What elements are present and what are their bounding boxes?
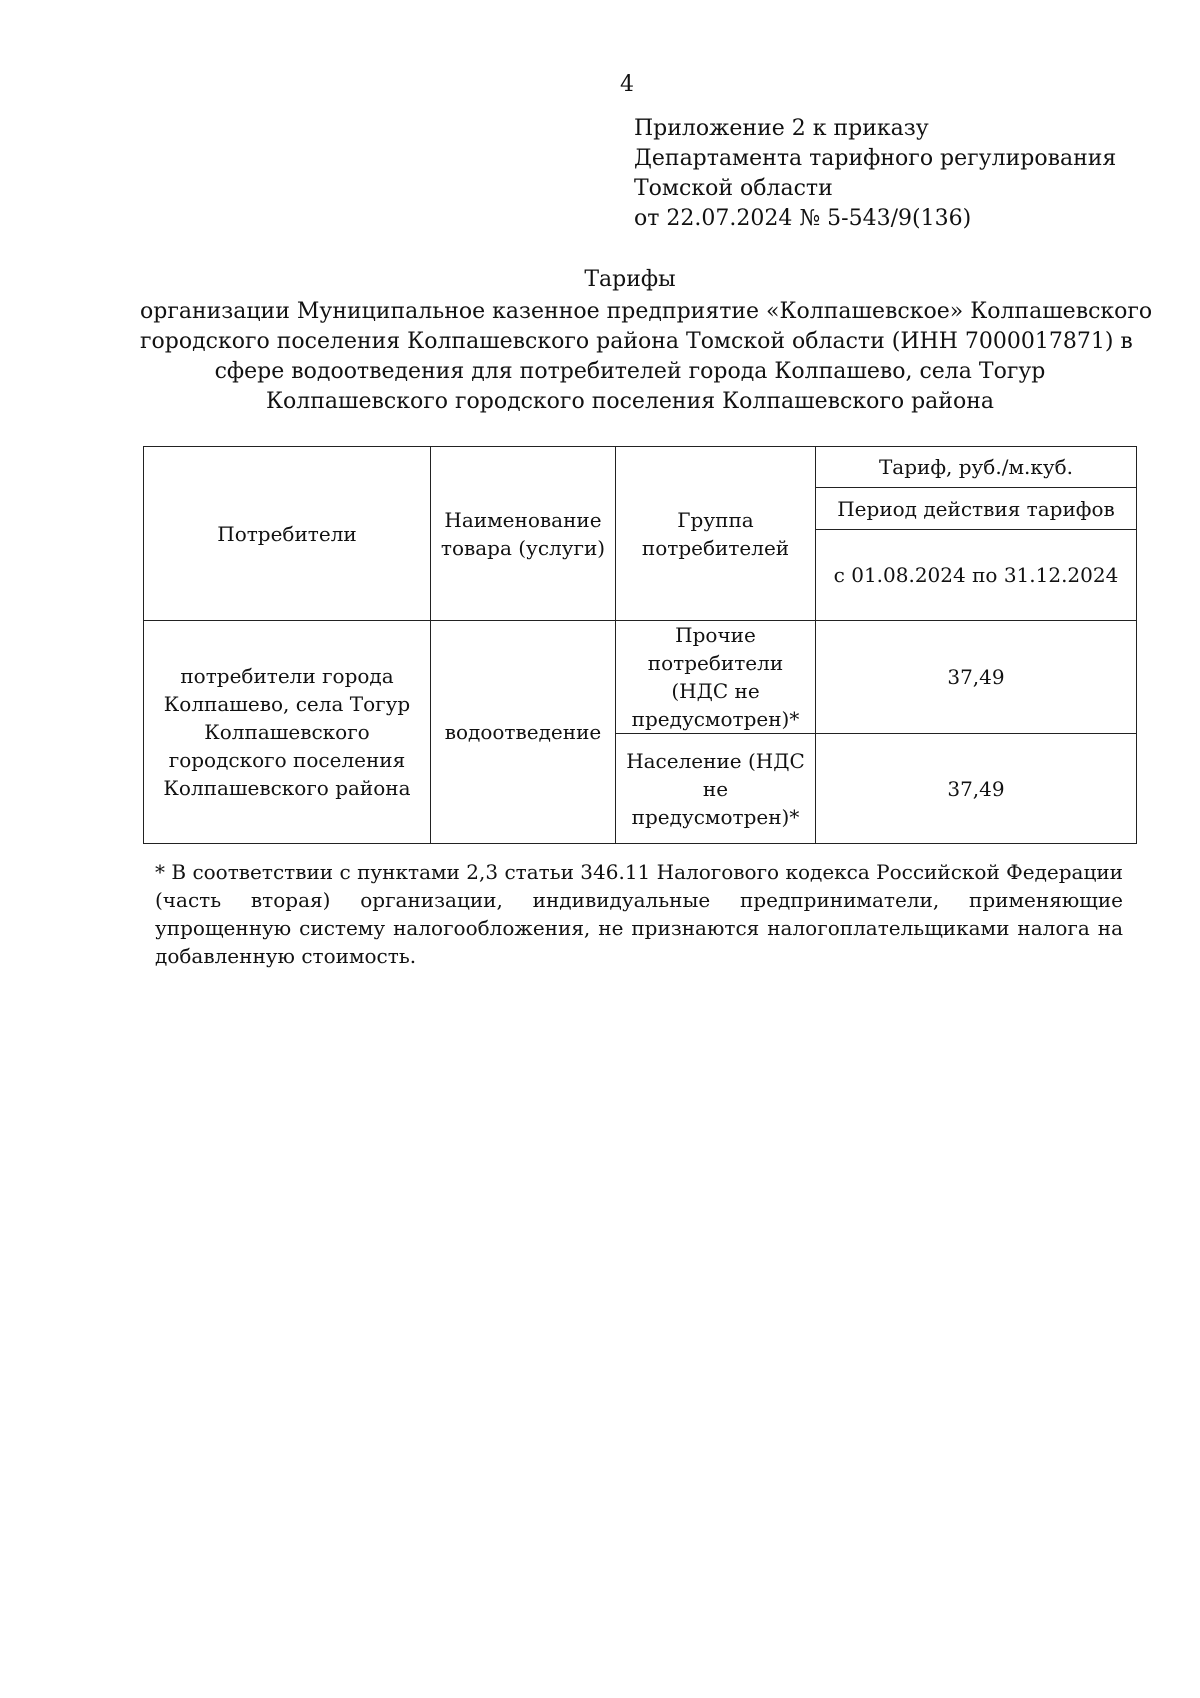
title-line-2: городского поселения Колпашевского района Томской области (ИНН 7000017871) в <box>140 329 1133 354</box>
appendix-line-1: Приложение 2 к приказу <box>634 116 929 141</box>
cell-group: Прочие потребители (НДС не предусмотрен)* <box>616 621 816 734</box>
header-tariff: Тариф, руб./м.куб. <box>816 447 1137 488</box>
title-line-4: Колпашевского городского поселения Колпашевского района <box>266 389 994 414</box>
appendix-reference <box>634 114 1116 234</box>
cell-tariff: 37,49 <box>816 621 1137 734</box>
cell-service: водоотведение <box>431 621 616 844</box>
cell-group: Население (НДС не предусмотрен)* <box>616 734 816 844</box>
table-row <box>144 621 1137 734</box>
header-consumers: Потребители <box>144 447 431 621</box>
cell-tariff: 37,49 <box>816 734 1137 844</box>
cell-consumers: потребители города Колпашево, села Тогур Колпашевского городского поселения Колпашевского района <box>144 621 431 844</box>
table-header-row <box>144 447 1137 488</box>
page-number: 4 <box>620 72 634 97</box>
document-title-block <box>140 265 1153 417</box>
title-line-1: организации Муниципальное казенное предприятие «Колпашевское» Колпашевского <box>140 299 1153 324</box>
header-service: Наименование товара (услуги) <box>431 447 616 621</box>
tariff-table <box>143 446 1137 844</box>
footnote: * В соответствии с пунктами 2,3 статьи 346.11 Налогового кодекса Российской Федерации (часть вторая) организации, индивидуальные предприниматели, применяющие упрощенную систему налогообложения, не признаются налогоплательщиками налога на добавленную стоимость. <box>155 860 1123 968</box>
appendix-line-2: Департамента тарифного регулирования <box>634 146 1117 171</box>
appendix-line-3: Томской области <box>634 176 833 201</box>
document-heading: Тарифы <box>584 267 676 292</box>
appendix-line-4: от 22.07.2024 № 5-543/9(136) <box>634 206 972 231</box>
header-group: Группа потребителей <box>616 447 816 621</box>
title-line-3: сфере водоотведения для потребителей города Колпашево, села Тогур <box>214 359 1046 384</box>
header-period-label: Период действия тарифов <box>816 488 1137 530</box>
header-period: с 01.08.2024 по 31.12.2024 <box>816 530 1137 621</box>
